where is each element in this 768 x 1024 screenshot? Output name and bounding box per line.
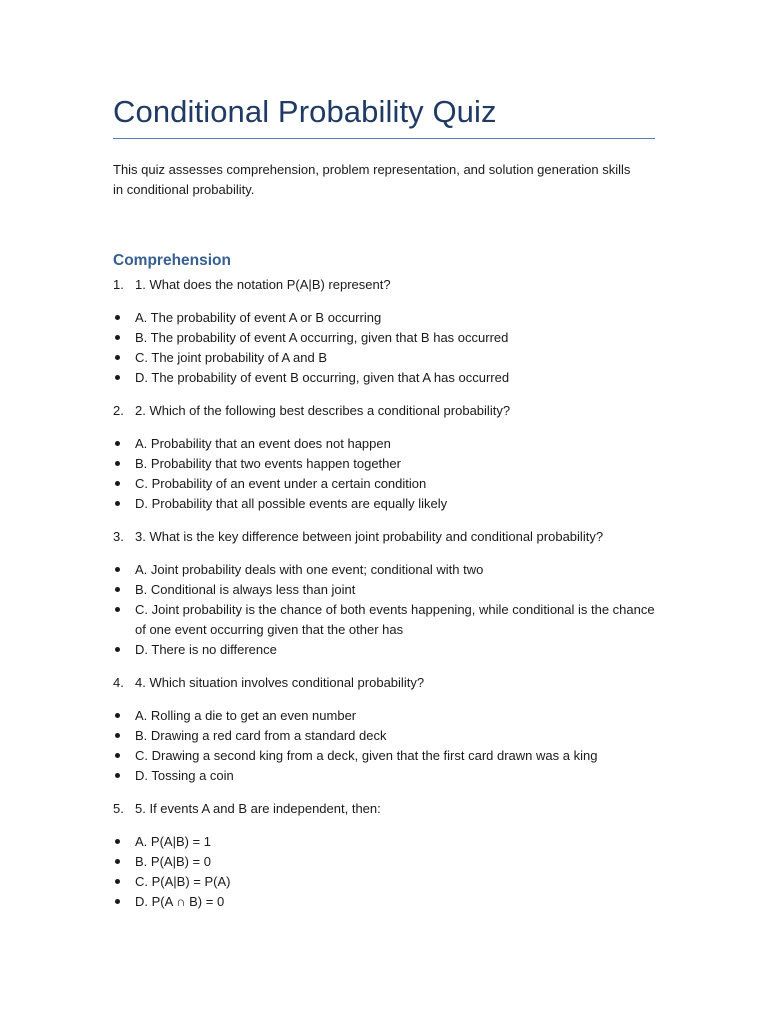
question-line	[113, 673, 655, 693]
question-item	[113, 275, 655, 388]
answer-option	[113, 640, 655, 660]
answer-option	[113, 368, 655, 388]
answer-options	[113, 560, 655, 660]
answer-option-text: C. Drawing a second king from a deck, given that the first card drawn was a king	[135, 748, 598, 763]
question-number: 3.	[113, 529, 124, 544]
bullet-icon	[113, 348, 135, 368]
answer-option-text: C. Probability of an event under a certain condition	[135, 476, 427, 491]
question-number: 5.	[113, 801, 124, 816]
answer-options	[113, 832, 655, 912]
page-title: Conditional Probability Quiz	[113, 94, 497, 129]
bullet-icon	[113, 454, 135, 474]
bullet-icon	[113, 892, 135, 912]
answer-option-text: C. Joint probability is the chance of both events happening, while conditional is the chance of one event occurring given that the other has	[135, 602, 655, 637]
answer-option-text: D. The probability of event B occurring, given that A has occurred	[135, 370, 510, 385]
bullet-icon	[113, 706, 135, 726]
bullet-icon	[113, 726, 135, 746]
answer-option-text: D. There is no difference	[135, 642, 277, 657]
answer-option	[113, 600, 655, 640]
intro-paragraph: This quiz assesses comprehension, problem representation, and solution generation skills in conditional probability.	[113, 162, 631, 197]
answer-options	[113, 706, 655, 786]
answer-option-text: C. The joint probability of A and B	[135, 350, 327, 365]
bullet-icon	[113, 766, 135, 786]
question-item	[113, 401, 655, 514]
question-item	[113, 799, 655, 912]
answer-option-text: D. P(A ∩ B) = 0	[135, 894, 225, 909]
question-number: 4.	[113, 675, 124, 690]
question-list	[113, 275, 655, 925]
answer-option-text: A. Rolling a die to get an even number	[135, 708, 357, 723]
bullet-icon	[113, 746, 135, 766]
answer-option-text: A. Probability that an event does not happen	[135, 436, 391, 451]
answer-option-text: B. The probability of event A occurring, given that B has occurred	[135, 330, 509, 345]
bullet-icon	[113, 580, 135, 600]
answer-option-text: A. P(A|B) = 1	[135, 834, 211, 849]
answer-option	[113, 328, 655, 348]
answer-option-text: D. Tossing a coin	[135, 768, 234, 783]
answer-option	[113, 474, 655, 494]
question-line	[113, 799, 655, 819]
answer-option	[113, 308, 655, 328]
answer-option-text: A. The probability of event A or B occurring	[135, 310, 382, 325]
answer-option-text: C. P(A|B) = P(A)	[135, 874, 231, 889]
bullet-icon	[113, 640, 135, 660]
answer-option	[113, 580, 655, 600]
bullet-icon	[113, 434, 135, 454]
answer-option	[113, 892, 655, 912]
answer-option	[113, 348, 655, 368]
question-line	[113, 401, 655, 421]
answer-option	[113, 454, 655, 474]
question-item	[113, 527, 655, 660]
answer-options	[113, 308, 655, 388]
answer-option	[113, 560, 655, 580]
answer-option	[113, 434, 655, 454]
bullet-icon	[113, 832, 135, 852]
answer-option	[113, 766, 655, 786]
answer-option-text: D. Probability that all possible events are equally likely	[135, 496, 448, 511]
question-number: 2.	[113, 403, 124, 418]
section-heading: Comprehension	[113, 252, 231, 269]
answer-option	[113, 494, 655, 514]
answer-option	[113, 706, 655, 726]
bullet-icon	[113, 852, 135, 872]
answer-option	[113, 726, 655, 746]
bullet-icon	[113, 560, 135, 580]
bullet-icon	[113, 494, 135, 514]
question-text: 4. Which situation involves conditional probability?	[135, 675, 425, 690]
answer-option	[113, 852, 655, 872]
answer-option-text: B. P(A|B) = 0	[135, 854, 211, 869]
answer-option-text: B. Conditional is always less than joint	[135, 582, 356, 597]
question-text: 2. Which of the following best describes a conditional probability?	[135, 403, 511, 418]
title-divider	[113, 138, 655, 139]
question-text: 5. If events A and B are independent, then:	[135, 801, 381, 816]
answer-option	[113, 832, 655, 852]
answer-option	[113, 746, 655, 766]
answer-option-text: B. Drawing a red card from a standard deck	[135, 728, 387, 743]
question-line	[113, 527, 655, 547]
question-text: 1. What does the notation P(A|B) represent?	[135, 277, 391, 292]
answer-option-text: B. Probability that two events happen together	[135, 456, 401, 471]
question-number: 1.	[113, 277, 124, 292]
bullet-icon	[113, 328, 135, 348]
answer-option	[113, 872, 655, 892]
question-text: 3. What is the key difference between joint probability and conditional probability?	[135, 529, 604, 544]
bullet-icon	[113, 308, 135, 328]
answer-options	[113, 434, 655, 514]
bullet-icon	[113, 474, 135, 494]
bullet-icon	[113, 872, 135, 892]
question-line	[113, 275, 655, 295]
answer-option-text: A. Joint probability deals with one event; conditional with two	[135, 562, 484, 577]
bullet-icon	[113, 368, 135, 388]
question-item	[113, 673, 655, 786]
bullet-icon	[113, 600, 135, 640]
